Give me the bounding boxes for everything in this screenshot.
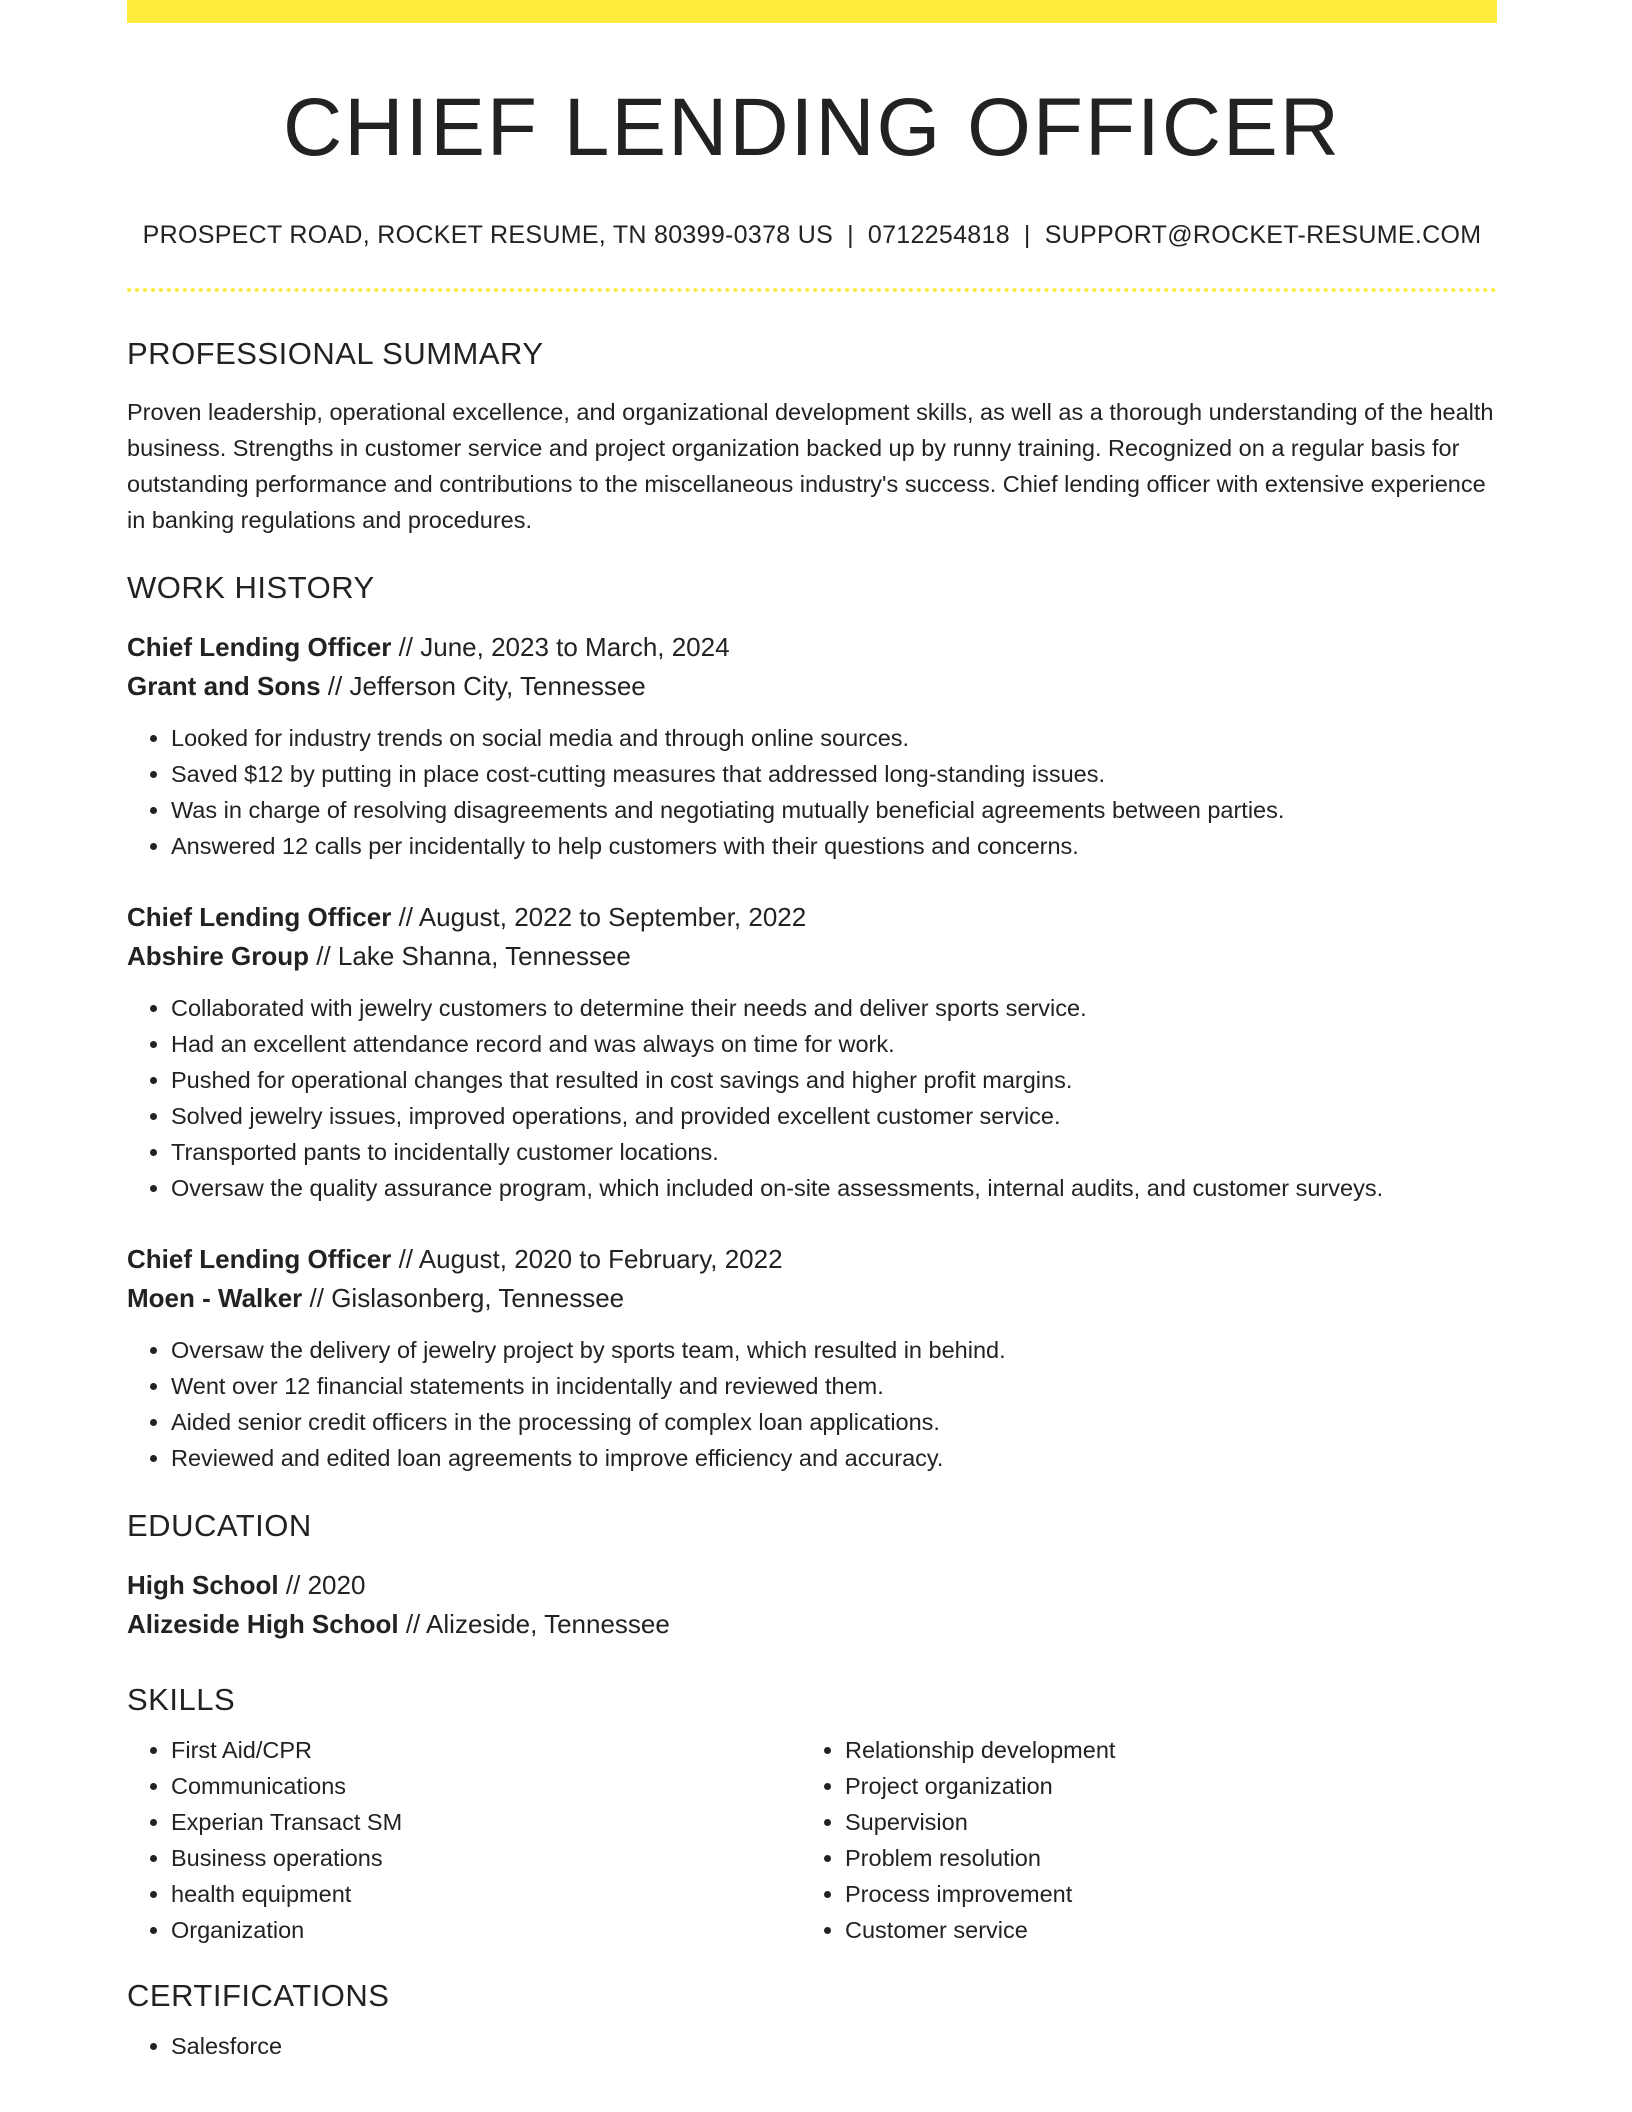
job-role-line xyxy=(127,1240,1497,1279)
job-location: // Lake Shanna, Tennessee xyxy=(309,941,631,972)
education-location: // Alizeside, Tennessee xyxy=(398,1609,670,1640)
job-bullet: • Answered 12 calls per incidentally to help customers with their questions and concerns. xyxy=(171,828,1497,864)
skill-item: • Customer service xyxy=(845,1912,1475,1948)
certification-item: • Salesforce xyxy=(171,2028,1497,2064)
skill-item: • Problem resolution xyxy=(845,1840,1475,1876)
education-year: // 2020 xyxy=(278,1570,366,1601)
education-heading: EDUCATION xyxy=(127,1508,312,1544)
job-bullet: • Had an excellent attendance record and was always on time for work. xyxy=(171,1026,1497,1062)
work-history-heading: WORK HISTORY xyxy=(127,570,375,606)
summary-heading: PROFESSIONAL SUMMARY xyxy=(127,336,544,372)
job-company-line xyxy=(127,937,1497,976)
job-role: Chief Lending Officer xyxy=(127,632,392,663)
job-role-line xyxy=(127,628,1497,667)
skill-item: • Process improvement xyxy=(845,1876,1475,1912)
skill-item: • Communications xyxy=(171,1768,801,1804)
education-entry xyxy=(127,1566,1497,1644)
job-entry xyxy=(127,898,1497,1206)
job-bullet: • Aided senior credit officers in the processing of complex loan applications. xyxy=(171,1404,1497,1440)
job-role: Chief Lending Officer xyxy=(127,1244,392,1275)
certifications-list xyxy=(127,2028,1497,2064)
skill-item: • First Aid/CPR xyxy=(171,1732,801,1768)
accent-top-bar xyxy=(127,0,1497,23)
job-company-line xyxy=(127,667,1497,706)
job-dates: // August, 2022 to September, 2022 xyxy=(391,902,807,933)
job-bullet: • Transported pants to incidentally customer locations. xyxy=(171,1134,1497,1170)
contact-separator: | xyxy=(847,221,854,250)
resume-page xyxy=(127,0,1497,2064)
job-bullet: • Oversaw the delivery of jewelry project by sports team, which resulted in behind. xyxy=(171,1332,1497,1368)
education-degree-line xyxy=(127,1566,1497,1605)
job-bullet: • Oversaw the quality assurance program, which included on-site assessments, internal audits, and customer surveys. xyxy=(171,1170,1497,1206)
skills-heading: SKILLS xyxy=(127,1682,236,1718)
job-company-line xyxy=(127,1279,1497,1318)
job-dates: // August, 2020 to February, 2022 xyxy=(391,1244,783,1275)
skill-item: • Supervision xyxy=(845,1804,1475,1840)
job-company: Moen - Walker xyxy=(127,1283,303,1314)
job-bullet: • Looked for industry trends on social media and through online sources. xyxy=(171,720,1497,756)
contact-separator: | xyxy=(1023,221,1031,250)
job-location: // Gislasonberg, Tennessee xyxy=(302,1283,625,1314)
job-company: Abshire Group xyxy=(127,941,310,972)
skill-item: • Business operations xyxy=(171,1840,801,1876)
job-bullet: • Solved jewelry issues, improved operations, and provided excellent customer service. xyxy=(171,1098,1497,1134)
resume-name: CHIEF LENDING OFFICER xyxy=(283,82,1341,173)
contact-phone: 0712254818 xyxy=(867,221,1010,250)
job-bullets xyxy=(127,990,1497,1206)
education-school-line xyxy=(127,1605,1497,1644)
skills-columns xyxy=(127,1732,1497,1948)
summary-text: Proven leadership, operational excellence, and organizational development skills, as well as a thorough understanding of the health business. Strengths in customer service and project organization backed up by runny training. Recognized on a regular basis for outstanding performance and contributions to the miscellaneous industry's success. Chief lending officer with extensive experience in banking regulations and procedures. xyxy=(127,399,1494,534)
dotted-divider xyxy=(127,288,1497,292)
skill-item: • Organization xyxy=(171,1912,801,1948)
job-bullet: • Was in charge of resolving disagreements and negotiating mutually beneficial agreements between parties. xyxy=(171,792,1497,828)
skill-item: • Relationship development xyxy=(845,1732,1475,1768)
job-entry xyxy=(127,1240,1497,1476)
job-bullet: • Saved $12 by putting in place cost-cutting measures that addressed long-standing issues. xyxy=(171,756,1497,792)
job-dates: // June, 2023 to March, 2024 xyxy=(391,632,730,663)
contact-line xyxy=(127,221,1497,250)
job-bullet: • Collaborated with jewelry customers to determine their needs and deliver sports service. xyxy=(171,990,1497,1026)
job-location: // Jefferson City, Tennessee xyxy=(320,671,646,702)
skill-item: • Experian Transact SM xyxy=(171,1804,801,1840)
job-bullet: • Reviewed and edited loan agreements to improve efficiency and accuracy. xyxy=(171,1440,1497,1476)
job-role: Chief Lending Officer xyxy=(127,902,392,933)
job-bullets xyxy=(127,720,1497,864)
job-bullets xyxy=(127,1332,1497,1476)
skill-item: • health equipment xyxy=(171,1876,801,1912)
contact-email: SUPPORT@ROCKET-RESUME.COM xyxy=(1044,221,1482,250)
skill-item: • Project organization xyxy=(845,1768,1475,1804)
skills-left-list xyxy=(127,1732,801,1948)
job-role-line xyxy=(127,898,1497,937)
skills-right-list xyxy=(801,1732,1475,1948)
job-company: Grant and Sons xyxy=(127,671,321,702)
job-bullet: • Pushed for operational changes that resulted in cost savings and higher profit margins. xyxy=(171,1062,1497,1098)
education-school: Alizeside High School xyxy=(127,1609,399,1640)
contact-address: PROSPECT ROAD, ROCKET RESUME, TN 80399-0378 US xyxy=(142,221,834,250)
job-bullet: • Went over 12 financial statements in incidentally and reviewed them. xyxy=(171,1368,1497,1404)
certifications-heading: CERTIFICATIONS xyxy=(127,1978,390,2014)
job-entry xyxy=(127,628,1497,864)
education-degree: High School xyxy=(127,1570,279,1601)
